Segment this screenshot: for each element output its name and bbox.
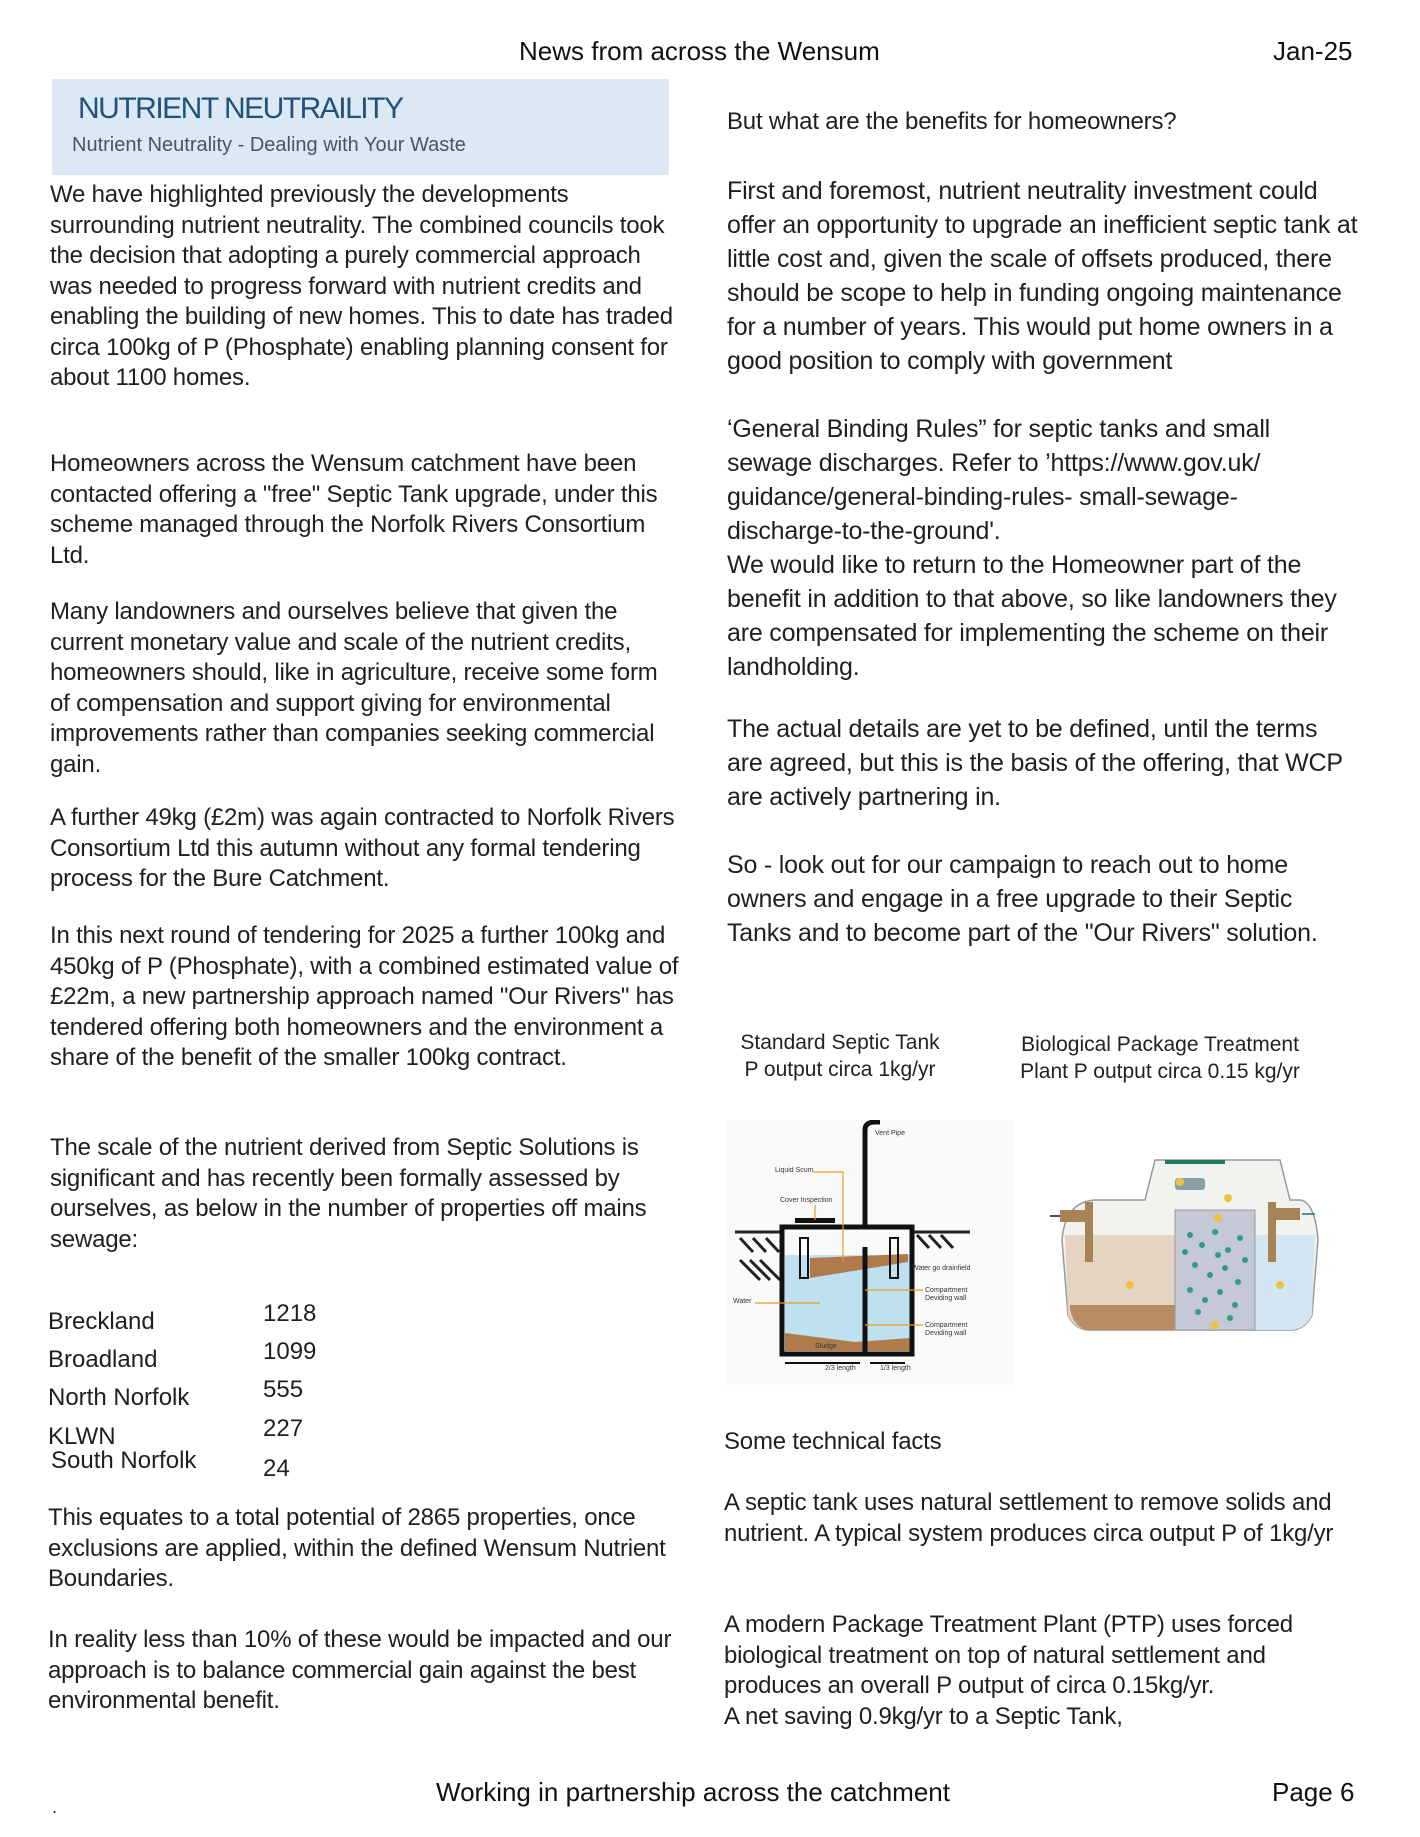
svg-text:2/3 length: 2/3 length	[825, 1365, 856, 1372]
footer-mark: .	[52, 1797, 58, 1817]
benefits-question: But what are the benefits for homeowners?	[727, 108, 1177, 135]
district-name: South Norfolk	[51, 1447, 197, 1474]
paragraph-in-reality: In reality less than 10% of these would be impacted and our approach is to balance commercial gain against the best environmental benefit.	[48, 1626, 672, 1714]
header-title: News from across the Wensum	[519, 36, 880, 66]
paragraph-scale: The scale of the nutrient derived from Septic Solutions is significant and has recently been formally assessed by ourselves, as below in the number of properties off mains sewage:	[50, 1134, 647, 1253]
svg-text:Cover Inspection: Cover Inspection	[780, 1197, 833, 1204]
paragraph-landowners-believe: Many landowners and ourselves believe that given the current monetary value and scale of the nutrient credits, homeowners should, like in agriculture, receive some form of compensation and support giving for environmental improvements rather than companies seeking commercial gain.	[50, 598, 658, 778]
ptp-diagram	[1050, 1140, 1330, 1340]
paragraph-homeowner-part: We would like to return to the Homeowner part of the benefit in addition to that above, so like landowners they are compensated for implementing the scheme on their landholding.	[727, 551, 1337, 681]
paragraph-first-and-foremost: First and foremost, nutrient neutrality investment could offer an opportunity to upgrade an inefficient septic tank at little cost and, given the scale of offsets produced, there should be scope to help in funding ongoing maintenance for a number of years. This would put home owners in a good position to comply with government	[727, 177, 1358, 375]
svg-text:Vent Pipe: Vent Pipe	[875, 1130, 905, 1137]
property-count: 24	[263, 1455, 290, 1482]
table-row	[48, 1415, 388, 1450]
package-treatment-plant-illustration-icon	[1050, 1140, 1330, 1340]
district-name: North Norfolk	[48, 1384, 190, 1411]
district-name: Breckland	[48, 1308, 155, 1335]
district-name: KLWN	[48, 1423, 116, 1450]
svg-text:1/3 length: 1/3 length	[880, 1365, 911, 1372]
svg-text:Compartment: Compartment	[925, 1287, 968, 1294]
table-row	[48, 1376, 388, 1411]
paragraph-intro: We have highlighted previously the developments surrounding nutrient neutrality. The combined councils took the decision that adopting a purely commercial approach was needed to progress forward with nutrient credits and enabling the building of new homes. This to date has traded circa 100kg of P (Phosphate) enabling planning consent for about 1100 homes.	[50, 181, 673, 391]
section-subtitle: Nutrient Neutrality - Dealing with Your Waste	[72, 134, 466, 156]
district-name: Broadland	[48, 1346, 158, 1373]
septic-tank-illustration-icon	[725, 1120, 1015, 1385]
paragraph-next-round: In this next round of tendering for 2025 a further 100kg and 450kg of P (Phosphate), with a combined estimated value of £22m, a new partnership approach named "Our Rivers" has tendered offering both homeowners and the environment a share of the benefit of the smaller 100kg contract.	[50, 922, 679, 1071]
property-count: 227	[263, 1415, 304, 1442]
property-count: 555	[263, 1376, 304, 1403]
paragraph-general-binding-rules: ‘General Binding Rules” for septic tanks and small sewage discharges. Refer to ’https://www.gov.uk/ guidance/general-binding-rules- small-sewage-discharge-to-the-ground'.	[727, 415, 1271, 545]
header-date: Jan-25	[1273, 36, 1353, 66]
property-count: 1099	[263, 1338, 317, 1365]
svg-text:Sludge: Sludge	[815, 1343, 837, 1350]
svg-text:Deviding wall: Deviding wall	[925, 1330, 967, 1337]
paragraph-net-saving: A net saving 0.9kg/yr to a Septic Tank,	[724, 1703, 1123, 1730]
svg-text:Deviding wall: Deviding wall	[925, 1295, 967, 1302]
figure-caption-septic: Standard Septic Tank P output circa 1kg/yr	[740, 1031, 940, 1081]
paragraph-campaign: So - look out for our campaign to reach out to home owners and engage in a free upgrade to their Septic Tanks and to become part of the "Our Rivers" solution.	[727, 851, 1318, 947]
paragraph-homeowners-contacted: Homeowners across the Wensum catchment have been contacted offering a "free" Septic Tank upgrade, under this scheme managed through the Norfolk Rivers Consortium Ltd.	[50, 450, 658, 569]
svg-text:Water: Water	[733, 1298, 752, 1305]
technical-facts-heading: Some technical facts	[724, 1428, 942, 1455]
paragraph-total-potential: This equates to a total potential of 2865 properties, once exclusions are applied, within the defined Wensum Nutrient Boundaries.	[48, 1504, 666, 1592]
svg-text:Liquid Scum: Liquid Scum	[775, 1167, 814, 1174]
footer-tagline: Working in partnership across the catchment	[436, 1777, 950, 1807]
property-count: 1218	[263, 1300, 317, 1327]
section-title: NUTRIENT NEUTRAILITY	[78, 92, 403, 125]
paragraph-septic-facts: A septic tank uses natural settlement to remove solids and nutrient. A typical system produces circa output P of 1kg/yr	[724, 1489, 1334, 1547]
section-title-box	[52, 79, 669, 175]
paragraph-actual-details: The actual details are yet to be defined, until the terms are agreed, but this is the basis of the offering, that WCP are actively partnering in.	[727, 715, 1343, 811]
svg-text:Water go drainfield: Water go drainfield	[912, 1265, 971, 1272]
table-row	[48, 1447, 388, 1482]
paragraph-further-49kg: A further 49kg (£2m) was again contracted to Norfolk Rivers Consortium Ltd this autumn without any formal tendering process for the Bure Catchment.	[50, 804, 675, 892]
figure-caption-ptp: Biological Package Treatment Plant P output circa 0.15 kg/yr	[1020, 1033, 1300, 1083]
paragraph-ptp-facts: A modern Package Treatment Plant (PTP) uses forced biological treatment on top of natural settlement and produces an overall P output of circa 0.15kg/yr.	[724, 1611, 1293, 1699]
page-number: Page 6	[1272, 1777, 1355, 1807]
table-row	[48, 1338, 388, 1373]
septic-tank-diagram	[725, 1120, 1015, 1385]
svg-text:Compartment: Compartment	[925, 1322, 968, 1329]
table-row	[48, 1300, 388, 1335]
